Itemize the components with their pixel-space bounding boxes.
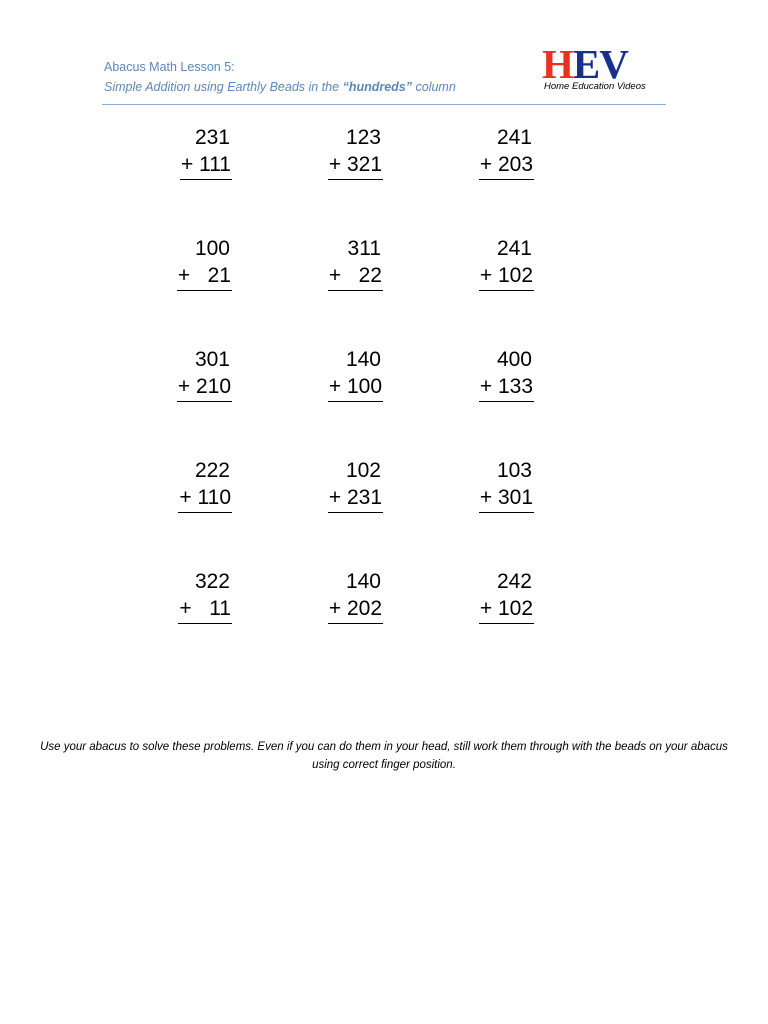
addend-bottom [162,374,232,402]
addend-bottom-text: + 321 [328,152,383,180]
header-divider [102,104,666,105]
logo-letters-ev: EV [572,41,628,87]
addend-bottom-text: + 301 [479,485,534,513]
addend-top: 222 [194,459,230,482]
addend-bottom-text: + 210 [177,374,232,402]
subtitle-emphasis: “hundreds” [342,80,413,94]
addend-bottom-text: + 11 [178,596,232,624]
addend-bottom-text: + 202 [328,596,383,624]
problem-r2-c3 [464,235,534,291]
addend-top: 100 [194,237,230,260]
addend-top: 301 [194,348,230,371]
addend-top: 242 [496,570,532,593]
problem-r5-c2 [313,568,383,624]
addend-bottom-text: + 102 [479,263,534,291]
addend-bottom [162,263,232,291]
addend-bottom [162,485,232,513]
addend-bottom [464,152,534,180]
problem-r1-c2 [313,124,383,180]
subtitle-text-end: column [412,80,456,94]
hev-logo [542,41,654,94]
problem-r1-c3 [464,124,534,180]
addend-bottom [464,485,534,513]
problem-r4-c1 [162,457,232,513]
addend-bottom-text: + 133 [479,374,534,402]
problem-r3-c1 [162,346,232,402]
problem-r4-c2 [313,457,383,513]
addend-bottom-text: + 231 [328,485,383,513]
addend-top: 322 [194,570,230,593]
addend-bottom [313,485,383,513]
addend-top: 311 [347,237,381,260]
subtitle-text-start: Simple Addition using Earthly Beads in the [104,80,343,94]
addend-bottom [162,152,232,180]
addend-bottom [313,374,383,402]
addend-top: 140 [345,570,381,593]
addend-top: 231 [194,126,230,149]
problem-r2-c2 [313,235,383,291]
instructions-text: Use your abacus to solve these problems. Even if you can do them in your head, still work them through with the beads on your abacus using correct finger position. [40,741,728,771]
addend-bottom-text: + 100 [328,374,383,402]
logo-tagline: Home Education Videos [544,81,646,92]
addend-top: 123 [345,126,381,149]
problem-r3-c2 [313,346,383,402]
addend-top: 102 [345,459,381,482]
lesson-subtitle [104,80,456,94]
addend-top: 400 [496,348,532,371]
problem-r1-c1 [162,124,232,180]
addend-bottom-text: + 21 [177,263,232,291]
problem-r4-c3 [464,457,534,513]
problem-r2-c1 [162,235,232,291]
addend-bottom [464,374,534,402]
addend-top: 241 [496,126,532,149]
addend-bottom [464,596,534,624]
addend-bottom [313,263,383,291]
logo-letter-h: H [542,41,573,87]
problem-r5-c3 [464,568,534,624]
addend-bottom-text: + 203 [479,152,534,180]
lesson-title: Abacus Math Lesson 5: [104,60,235,74]
logo-letters [542,41,628,87]
addend-bottom [313,152,383,180]
addend-bottom-text: + 111 [180,152,232,180]
problem-r3-c3 [464,346,534,402]
addend-top: 241 [496,237,532,260]
addend-bottom-text: + 110 [178,485,232,513]
addend-top: 103 [496,459,532,482]
addend-bottom [313,596,383,624]
addend-bottom [464,263,534,291]
addend-bottom-text: + 22 [328,263,383,291]
problem-r5-c1 [162,568,232,624]
addend-top: 140 [345,348,381,371]
addend-bottom [162,596,232,624]
addend-bottom-text: + 102 [479,596,534,624]
